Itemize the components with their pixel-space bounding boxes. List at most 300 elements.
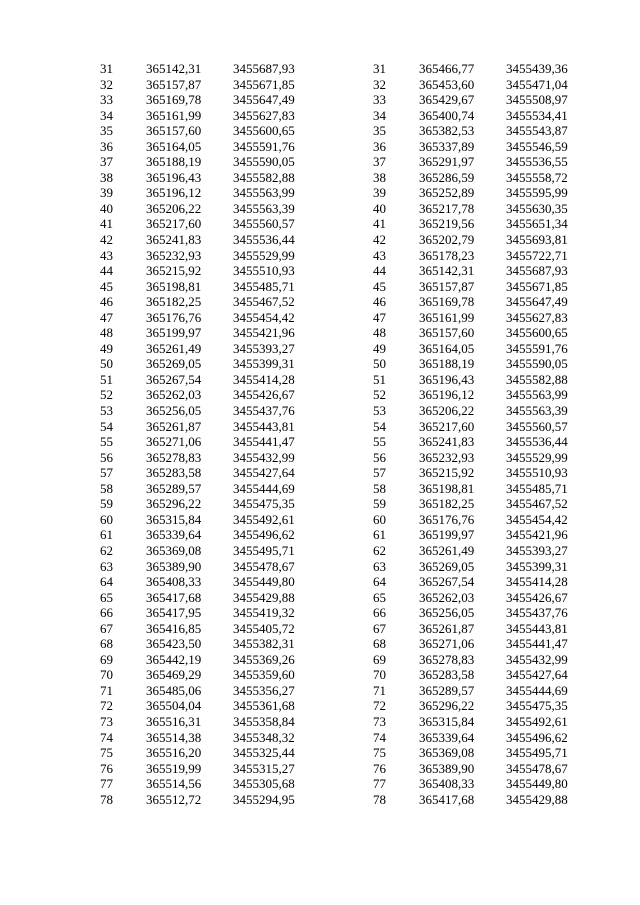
point-number: 76 (100, 760, 113, 776)
point-number: 52 (100, 387, 113, 403)
x-coordinate: 365512,72 (146, 791, 202, 807)
point-number: 49 (100, 340, 113, 356)
point-number: 31 (373, 61, 386, 76)
table-row (373, 683, 596, 699)
table-row (373, 154, 596, 170)
point-number: 73 (100, 713, 113, 729)
x-coordinate: 365196,43 (146, 169, 202, 185)
point-number: 52 (373, 387, 386, 403)
y-coordinate: 3455485,71 (233, 278, 295, 294)
point-number: 56 (100, 449, 113, 465)
point-number: 70 (373, 667, 386, 683)
table-row (100, 216, 323, 232)
point-number: 34 (373, 107, 386, 123)
table-row (100, 792, 323, 808)
y-coordinate: 3455437,76 (233, 403, 295, 419)
x-coordinate: 365339,64 (419, 729, 475, 745)
x-coordinate: 365271,06 (419, 636, 475, 652)
point-number: 60 (373, 511, 386, 527)
x-coordinate: 365291,97 (419, 154, 475, 170)
x-coordinate: 365261,87 (146, 418, 202, 434)
y-coordinate: 3455600,65 (233, 123, 295, 139)
table-row (373, 123, 596, 139)
point-number: 53 (100, 403, 113, 419)
point-number: 45 (100, 278, 113, 294)
table-row (373, 294, 596, 310)
x-coordinate: 365196,43 (419, 371, 475, 387)
table-row (373, 216, 596, 232)
table-row (100, 294, 323, 310)
y-coordinate: 3455529,99 (506, 449, 568, 465)
x-coordinate: 365267,54 (146, 371, 202, 387)
x-coordinate: 365196,12 (146, 185, 202, 201)
x-coordinate: 365142,31 (146, 61, 202, 76)
table-row (100, 559, 323, 575)
table-row (373, 139, 596, 155)
point-number: 47 (100, 309, 113, 325)
y-coordinate: 3455495,71 (233, 542, 295, 558)
y-coordinate: 3455651,34 (506, 216, 568, 232)
x-coordinate: 365286,59 (419, 169, 475, 185)
y-coordinate: 3455315,27 (233, 760, 295, 776)
x-coordinate: 365315,84 (419, 713, 475, 729)
y-coordinate: 3455441,47 (506, 636, 568, 652)
table-row (100, 154, 323, 170)
x-coordinate: 365516,31 (146, 713, 202, 729)
table-row (100, 683, 323, 699)
table-row (373, 590, 596, 606)
x-coordinate: 365169,78 (146, 92, 202, 108)
y-coordinate: 3455496,62 (233, 527, 295, 543)
table-row (100, 543, 323, 559)
point-number: 72 (100, 698, 113, 714)
x-coordinate: 365178,23 (419, 247, 475, 263)
point-number: 64 (100, 574, 113, 590)
y-coordinate: 3455534,41 (506, 107, 568, 123)
right-coordinate-table (373, 61, 596, 807)
y-coordinate: 3455414,28 (506, 574, 568, 590)
y-coordinate: 3455429,88 (506, 791, 568, 807)
x-coordinate: 365408,33 (146, 574, 202, 590)
point-number: 59 (373, 496, 386, 512)
x-coordinate: 365296,22 (419, 698, 475, 714)
y-coordinate: 3455444,69 (506, 682, 568, 698)
x-coordinate: 365339,64 (146, 527, 202, 543)
x-coordinate: 365369,08 (146, 542, 202, 558)
point-number: 76 (373, 760, 386, 776)
table-row (373, 636, 596, 652)
y-coordinate: 3455590,05 (506, 356, 568, 372)
y-coordinate: 3455427,64 (506, 667, 568, 683)
point-number: 75 (100, 745, 113, 761)
y-coordinate: 3455560,57 (233, 216, 295, 232)
x-coordinate: 365161,99 (419, 309, 475, 325)
x-coordinate: 365417,68 (146, 589, 202, 605)
x-coordinate: 365389,90 (146, 558, 202, 574)
y-coordinate: 3455582,88 (506, 371, 568, 387)
x-coordinate: 365417,68 (419, 791, 475, 807)
x-coordinate: 365519,99 (146, 760, 202, 776)
y-coordinate: 3455405,72 (233, 620, 295, 636)
x-coordinate: 365176,76 (419, 511, 475, 527)
x-coordinate: 365261,87 (419, 620, 475, 636)
x-coordinate: 365389,90 (419, 760, 475, 776)
x-coordinate: 365423,50 (146, 636, 202, 652)
x-coordinate: 365269,05 (419, 558, 475, 574)
point-number: 61 (100, 527, 113, 543)
point-number: 62 (100, 542, 113, 558)
x-coordinate: 365164,05 (419, 340, 475, 356)
point-number: 56 (373, 449, 386, 465)
x-coordinate: 365429,67 (419, 92, 475, 108)
table-row (373, 387, 596, 403)
point-number: 35 (100, 123, 113, 139)
y-coordinate: 3455536,55 (506, 154, 568, 170)
x-coordinate: 365408,33 (419, 776, 475, 792)
x-coordinate: 365466,77 (419, 61, 475, 76)
y-coordinate: 3455429,88 (233, 589, 295, 605)
y-coordinate: 3455449,80 (233, 574, 295, 590)
table-row (100, 263, 323, 279)
y-coordinate: 3455419,32 (233, 605, 295, 621)
point-number: 40 (100, 200, 113, 216)
table-row (373, 698, 596, 714)
y-coordinate: 3455558,72 (506, 169, 568, 185)
table-row (373, 652, 596, 668)
y-coordinate: 3455454,42 (233, 309, 295, 325)
x-coordinate: 365514,56 (146, 776, 202, 792)
point-number: 69 (100, 651, 113, 667)
y-coordinate: 3455348,32 (233, 729, 295, 745)
table-row (100, 403, 323, 419)
x-coordinate: 365256,05 (146, 403, 202, 419)
y-coordinate: 3455443,81 (506, 620, 568, 636)
point-number: 60 (100, 511, 113, 527)
y-coordinate: 3455475,35 (506, 698, 568, 714)
y-coordinate: 3455600,65 (506, 325, 568, 341)
table-row (373, 761, 596, 777)
table-row (373, 372, 596, 388)
point-number: 58 (373, 480, 386, 496)
table-row (373, 496, 596, 512)
table-row (100, 279, 323, 295)
table-row (373, 263, 596, 279)
y-coordinate: 3455536,44 (506, 434, 568, 450)
x-coordinate: 365219,56 (419, 216, 475, 232)
point-number: 36 (373, 138, 386, 154)
table-row (100, 527, 323, 543)
table-row (373, 61, 596, 77)
point-number: 37 (373, 154, 386, 170)
table-row (373, 201, 596, 217)
point-number: 39 (100, 185, 113, 201)
table-row (373, 465, 596, 481)
y-coordinate: 3455356,27 (233, 682, 295, 698)
x-coordinate: 365283,58 (146, 465, 202, 481)
table-row (373, 92, 596, 108)
y-coordinate: 3455358,84 (233, 713, 295, 729)
table-row (100, 761, 323, 777)
table-row (100, 574, 323, 590)
y-coordinate: 3455510,93 (233, 263, 295, 279)
point-number: 32 (373, 76, 386, 92)
x-coordinate: 365142,31 (419, 263, 475, 279)
table-row (373, 667, 596, 683)
table-row (373, 356, 596, 372)
point-number: 67 (373, 620, 386, 636)
y-coordinate: 3455359,60 (233, 667, 295, 683)
y-coordinate: 3455421,96 (506, 527, 568, 543)
x-coordinate: 365278,83 (419, 651, 475, 667)
table-row (373, 248, 596, 264)
y-coordinate: 3455399,31 (506, 558, 568, 574)
x-coordinate: 365199,97 (146, 325, 202, 341)
x-coordinate: 365215,92 (146, 263, 202, 279)
point-number: 47 (373, 309, 386, 325)
table-row (373, 108, 596, 124)
table-row (100, 590, 323, 606)
table-row (373, 325, 596, 341)
table-row (100, 730, 323, 746)
x-coordinate: 365256,05 (419, 605, 475, 621)
x-coordinate: 365514,38 (146, 729, 202, 745)
point-number: 65 (373, 589, 386, 605)
x-coordinate: 365215,92 (419, 465, 475, 481)
x-coordinate: 365400,74 (419, 107, 475, 123)
x-coordinate: 365232,93 (419, 449, 475, 465)
point-number: 43 (373, 247, 386, 263)
x-coordinate: 365164,05 (146, 138, 202, 154)
x-coordinate: 365262,03 (146, 387, 202, 403)
point-number: 32 (100, 76, 113, 92)
table-row (373, 543, 596, 559)
y-coordinate: 3455361,68 (233, 698, 295, 714)
point-number: 66 (373, 605, 386, 621)
y-coordinate: 3455687,93 (506, 263, 568, 279)
y-coordinate: 3455393,27 (506, 542, 568, 558)
y-coordinate: 3455687,93 (233, 61, 295, 76)
x-coordinate: 365262,03 (419, 589, 475, 605)
y-coordinate: 3455496,62 (506, 729, 568, 745)
table-row (100, 341, 323, 357)
table-row (100, 356, 323, 372)
table-row (373, 403, 596, 419)
table-row (100, 667, 323, 683)
x-coordinate: 365199,97 (419, 527, 475, 543)
table-row (373, 310, 596, 326)
table-row (100, 714, 323, 730)
table-row (100, 465, 323, 481)
point-number: 33 (100, 92, 113, 108)
x-coordinate: 365369,08 (419, 745, 475, 761)
table-row (100, 123, 323, 139)
point-number: 77 (100, 776, 113, 792)
table-row (100, 170, 323, 186)
point-number: 78 (100, 791, 113, 807)
table-row (100, 201, 323, 217)
y-coordinate: 3455467,52 (233, 294, 295, 310)
y-coordinate: 3455294,95 (233, 791, 295, 807)
y-coordinate: 3455305,68 (233, 776, 295, 792)
point-number: 55 (373, 434, 386, 450)
y-coordinate: 3455536,44 (233, 232, 295, 248)
y-coordinate: 3455427,64 (233, 465, 295, 481)
point-number: 61 (373, 527, 386, 543)
point-number: 37 (100, 154, 113, 170)
table-row (373, 419, 596, 435)
point-number: 50 (373, 356, 386, 372)
x-coordinate: 365232,93 (146, 247, 202, 263)
point-number: 44 (100, 263, 113, 279)
x-coordinate: 365485,06 (146, 682, 202, 698)
x-coordinate: 365196,12 (419, 387, 475, 403)
y-coordinate: 3455529,99 (233, 247, 295, 263)
point-number: 74 (373, 729, 386, 745)
y-coordinate: 3455591,76 (233, 138, 295, 154)
y-coordinate: 3455671,85 (506, 278, 568, 294)
x-coordinate: 365261,49 (146, 340, 202, 356)
y-coordinate: 3455582,88 (233, 169, 295, 185)
table-row (100, 139, 323, 155)
x-coordinate: 365188,19 (146, 154, 202, 170)
x-coordinate: 365469,29 (146, 667, 202, 683)
y-coordinate: 3455443,81 (233, 418, 295, 434)
y-coordinate: 3455414,28 (233, 371, 295, 387)
table-row (373, 77, 596, 93)
x-coordinate: 365182,25 (419, 496, 475, 512)
y-coordinate: 3455454,42 (506, 511, 568, 527)
point-number: 62 (373, 542, 386, 558)
point-number: 42 (100, 232, 113, 248)
point-number: 49 (373, 340, 386, 356)
x-coordinate: 365382,53 (419, 123, 475, 139)
point-number: 71 (373, 682, 386, 698)
table-row (100, 232, 323, 248)
y-coordinate: 3455563,99 (506, 387, 568, 403)
point-number: 35 (373, 123, 386, 139)
point-number: 75 (373, 745, 386, 761)
y-coordinate: 3455563,99 (233, 185, 295, 201)
y-coordinate: 3455627,83 (506, 309, 568, 325)
left-coordinate-table (100, 61, 323, 807)
x-coordinate: 365157,87 (146, 76, 202, 92)
x-coordinate: 365241,83 (146, 232, 202, 248)
y-coordinate: 3455441,47 (233, 434, 295, 450)
table-row (373, 730, 596, 746)
table-row (100, 387, 323, 403)
table-row (373, 714, 596, 730)
x-coordinate: 365217,60 (419, 418, 475, 434)
point-number: 50 (100, 356, 113, 372)
x-coordinate: 365289,57 (419, 682, 475, 698)
point-number: 73 (373, 713, 386, 729)
table-row (100, 434, 323, 450)
x-coordinate: 365198,81 (146, 278, 202, 294)
y-coordinate: 3455439,36 (506, 61, 568, 76)
point-number: 51 (373, 371, 386, 387)
table-row (100, 698, 323, 714)
x-coordinate: 365206,22 (419, 403, 475, 419)
x-coordinate: 365261,49 (419, 542, 475, 558)
y-coordinate: 3455426,67 (233, 387, 295, 403)
y-coordinate: 3455382,31 (233, 636, 295, 652)
table-row (100, 325, 323, 341)
point-number: 33 (373, 92, 386, 108)
y-coordinate: 3455432,99 (233, 449, 295, 465)
point-number: 34 (100, 107, 113, 123)
table-row (100, 372, 323, 388)
point-number: 51 (100, 371, 113, 387)
point-number: 42 (373, 232, 386, 248)
x-coordinate: 365217,60 (146, 216, 202, 232)
y-coordinate: 3455485,71 (506, 480, 568, 496)
table-row (100, 621, 323, 637)
table-row (100, 450, 323, 466)
x-coordinate: 365267,54 (419, 574, 475, 590)
table-row (100, 652, 323, 668)
y-coordinate: 3455722,71 (506, 247, 568, 263)
y-coordinate: 3455478,67 (506, 760, 568, 776)
point-number: 54 (100, 418, 113, 434)
point-number: 57 (100, 465, 113, 481)
x-coordinate: 365504,04 (146, 698, 202, 714)
table-row (100, 745, 323, 761)
y-coordinate: 3455546,59 (506, 138, 568, 154)
x-coordinate: 365241,83 (419, 434, 475, 450)
table-row (100, 481, 323, 497)
point-number: 70 (100, 667, 113, 683)
table-row (373, 185, 596, 201)
point-number: 40 (373, 200, 386, 216)
point-number: 38 (100, 169, 113, 185)
y-coordinate: 3455693,81 (506, 232, 568, 248)
y-coordinate: 3455595,99 (506, 185, 568, 201)
point-number: 43 (100, 247, 113, 263)
point-number: 41 (373, 216, 386, 232)
point-number: 67 (100, 620, 113, 636)
point-number: 72 (373, 698, 386, 714)
point-number: 66 (100, 605, 113, 621)
point-number: 45 (373, 278, 386, 294)
x-coordinate: 365188,19 (419, 356, 475, 372)
x-coordinate: 365198,81 (419, 480, 475, 496)
y-coordinate: 3455449,80 (506, 776, 568, 792)
table-row (373, 621, 596, 637)
x-coordinate: 365417,95 (146, 605, 202, 621)
table-row (100, 496, 323, 512)
x-coordinate: 365161,99 (146, 107, 202, 123)
point-number: 38 (373, 169, 386, 185)
y-coordinate: 3455369,26 (233, 651, 295, 667)
x-coordinate: 365416,85 (146, 620, 202, 636)
x-coordinate: 365296,22 (146, 496, 202, 512)
y-coordinate: 3455495,71 (506, 745, 568, 761)
table-row (373, 792, 596, 808)
point-number: 36 (100, 138, 113, 154)
table-row (373, 605, 596, 621)
table-row (100, 776, 323, 792)
table-row (100, 636, 323, 652)
point-number: 54 (373, 418, 386, 434)
x-coordinate: 365169,78 (419, 294, 475, 310)
x-coordinate: 365252,89 (419, 185, 475, 201)
x-coordinate: 365442,19 (146, 651, 202, 667)
y-coordinate: 3455399,31 (233, 356, 295, 372)
y-coordinate: 3455510,93 (506, 465, 568, 481)
x-coordinate: 365283,58 (419, 667, 475, 683)
y-coordinate: 3455325,44 (233, 745, 295, 761)
point-number: 64 (373, 574, 386, 590)
